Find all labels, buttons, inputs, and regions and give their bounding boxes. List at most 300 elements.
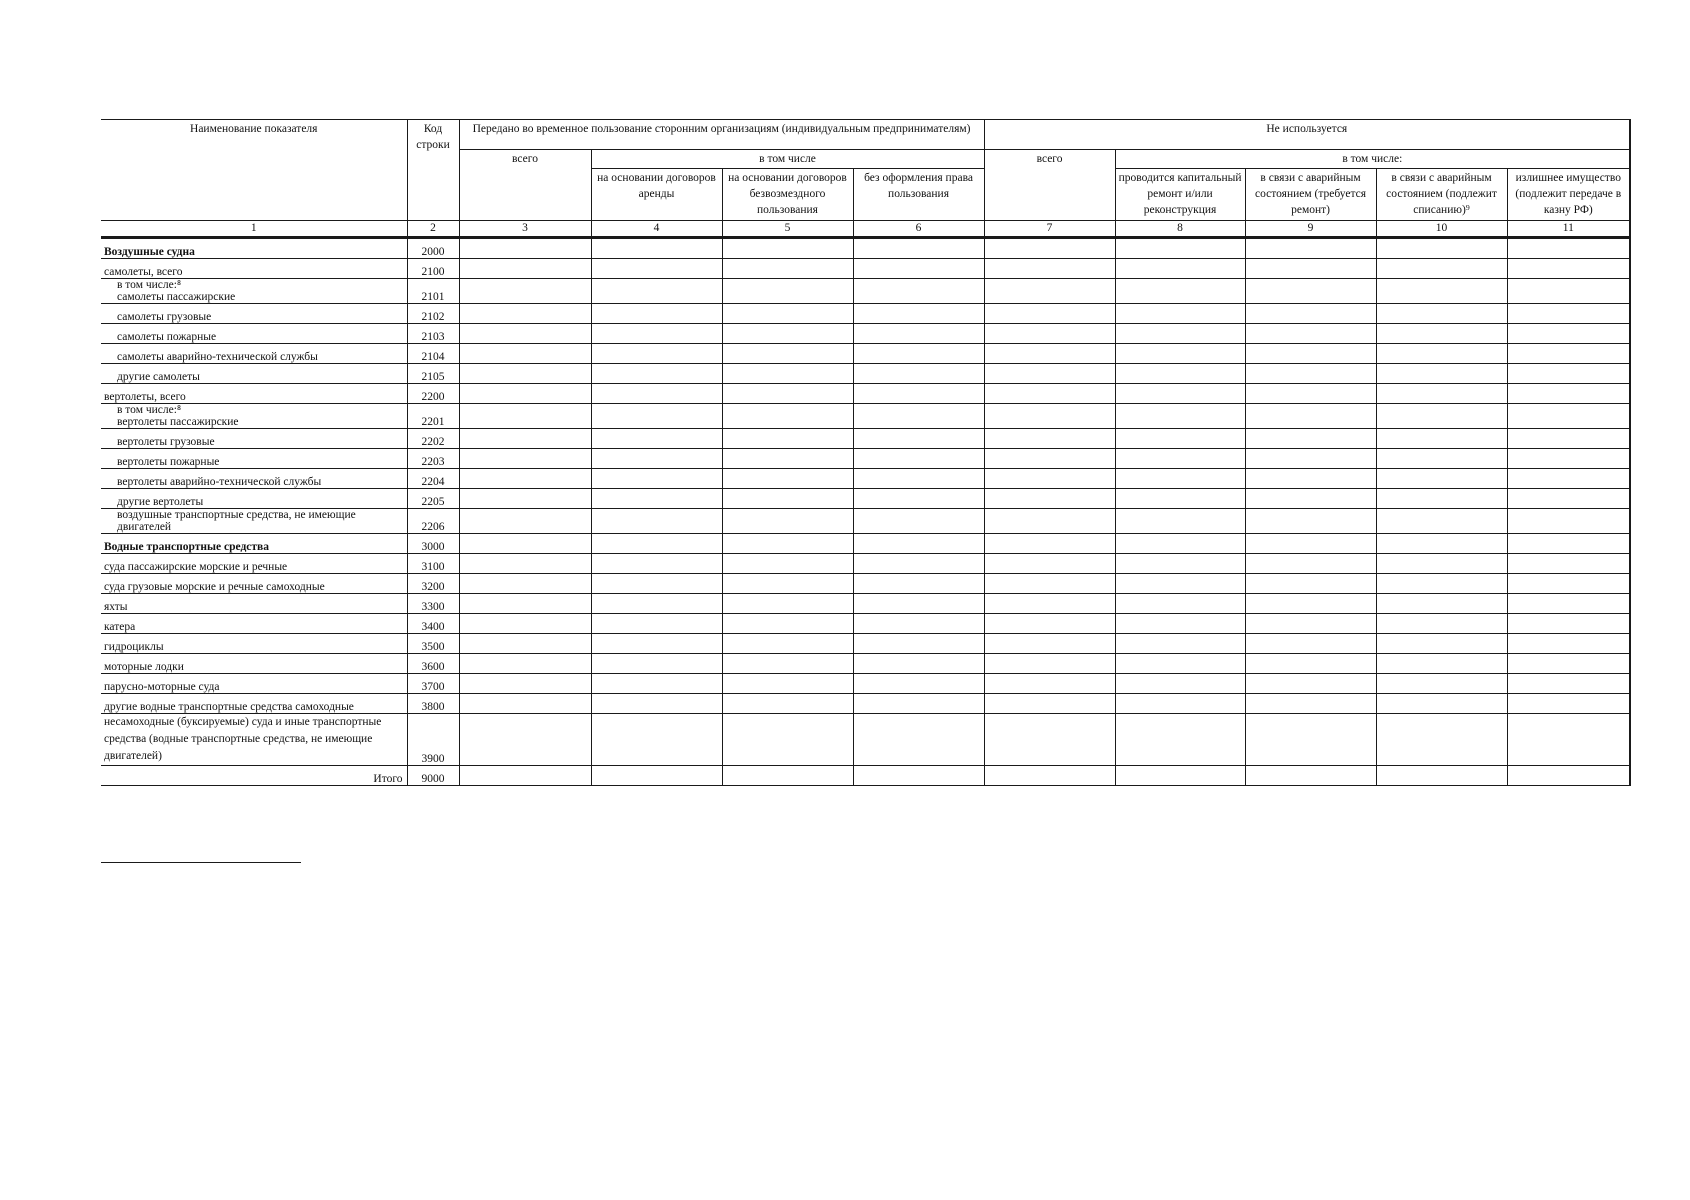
value-cell[interactable] (853, 574, 984, 594)
value-cell[interactable] (1376, 714, 1507, 766)
value-cell[interactable] (591, 404, 722, 429)
value-cell[interactable] (1115, 614, 1245, 634)
value-cell[interactable] (1115, 654, 1245, 674)
value-cell[interactable] (853, 654, 984, 674)
table-row (101, 654, 1630, 674)
row-label: катера (101, 614, 407, 634)
value-cell[interactable] (1376, 509, 1507, 534)
value-cell[interactable] (984, 279, 1115, 304)
value-cell[interactable] (984, 364, 1115, 384)
row-label: Воздушные судна (101, 238, 407, 259)
value-cell[interactable] (1507, 509, 1630, 534)
value-cell[interactable] (1245, 554, 1376, 574)
value-cell[interactable] (1507, 634, 1630, 654)
value-cell[interactable] (591, 534, 722, 554)
value-cell[interactable] (1245, 634, 1376, 654)
value-cell[interactable] (1376, 364, 1507, 384)
row-code: 2100 (407, 259, 459, 279)
value-cell[interactable] (722, 694, 853, 714)
value-cell[interactable] (984, 554, 1115, 574)
value-cell[interactable] (1245, 594, 1376, 614)
value-cell[interactable] (1507, 614, 1630, 634)
value-cell[interactable] (984, 594, 1115, 614)
value-cell[interactable] (1115, 279, 1245, 304)
row-code: 3000 (407, 534, 459, 554)
value-cell[interactable] (722, 279, 853, 304)
value-cell[interactable] (853, 694, 984, 714)
value-cell[interactable] (1507, 324, 1630, 344)
value-cell[interactable] (1376, 384, 1507, 404)
value-cell[interactable] (1245, 449, 1376, 469)
value-cell[interactable] (984, 766, 1115, 786)
value-cell[interactable] (984, 259, 1115, 279)
column-number: 2 (407, 221, 459, 238)
value-cell[interactable] (591, 674, 722, 694)
row-code: 2105 (407, 364, 459, 384)
value-cell[interactable] (853, 634, 984, 654)
row-label: вертолеты аварийно-технической службы (101, 469, 407, 489)
value-cell[interactable] (1115, 449, 1245, 469)
value-cell[interactable] (1376, 634, 1507, 654)
value-cell[interactable] (459, 304, 591, 324)
value-cell[interactable] (459, 344, 591, 364)
value-cell[interactable] (984, 509, 1115, 534)
value-cell[interactable] (459, 766, 591, 786)
value-cell[interactable] (1245, 509, 1376, 534)
column-number: 9 (1245, 221, 1376, 238)
table-row (101, 766, 1630, 786)
value-cell[interactable] (591, 449, 722, 469)
value-cell[interactable] (1115, 509, 1245, 534)
value-cell[interactable] (1245, 766, 1376, 786)
row-code: 2103 (407, 324, 459, 344)
form-table (101, 119, 1631, 786)
value-cell[interactable] (1376, 279, 1507, 304)
value-cell[interactable] (984, 574, 1115, 594)
value-cell[interactable] (722, 614, 853, 634)
value-cell[interactable] (459, 634, 591, 654)
value-cell[interactable] (722, 594, 853, 614)
value-cell[interactable] (1376, 654, 1507, 674)
row-label: другие водные транспортные средства самоходные (101, 694, 407, 714)
value-cell[interactable] (984, 344, 1115, 364)
value-cell[interactable] (591, 364, 722, 384)
value-cell[interactable] (1115, 259, 1245, 279)
value-cell[interactable] (1115, 404, 1245, 429)
value-cell[interactable] (984, 304, 1115, 324)
value-cell[interactable] (1115, 594, 1245, 614)
value-cell[interactable] (459, 574, 591, 594)
value-cell[interactable] (722, 574, 853, 594)
row-label: суда грузовые морские и речные самоходные (101, 574, 407, 594)
value-cell[interactable] (1115, 574, 1245, 594)
value-cell[interactable] (1245, 574, 1376, 594)
value-cell[interactable] (722, 509, 853, 534)
value-cell[interactable] (459, 509, 591, 534)
value-cell[interactable] (459, 238, 591, 259)
table-row (101, 534, 1630, 554)
table-row (101, 554, 1630, 574)
footnote-separator (101, 862, 301, 863)
value-cell[interactable] (853, 404, 984, 429)
value-cell[interactable] (853, 594, 984, 614)
value-cell[interactable] (722, 469, 853, 489)
value-cell[interactable] (1245, 364, 1376, 384)
value-cell[interactable] (1376, 534, 1507, 554)
value-cell[interactable] (1245, 429, 1376, 449)
row-code: 3500 (407, 634, 459, 654)
value-cell[interactable] (984, 384, 1115, 404)
value-cell[interactable] (984, 489, 1115, 509)
value-cell[interactable] (1507, 429, 1630, 449)
value-cell[interactable] (722, 404, 853, 429)
value-cell[interactable] (591, 304, 722, 324)
value-cell[interactable] (853, 364, 984, 384)
table-row (101, 614, 1630, 634)
value-cell[interactable] (591, 384, 722, 404)
table-row (101, 429, 1630, 449)
value-cell[interactable] (1507, 489, 1630, 509)
row-code: 2101 (407, 279, 459, 304)
value-cell[interactable] (1507, 766, 1630, 786)
value-cell[interactable] (591, 469, 722, 489)
column-number: 8 (1115, 221, 1245, 238)
value-cell[interactable] (722, 304, 853, 324)
value-cell[interactable] (1376, 449, 1507, 469)
value-cell[interactable] (984, 429, 1115, 449)
value-cell[interactable] (1507, 384, 1630, 404)
value-cell[interactable] (459, 384, 591, 404)
value-cell[interactable] (853, 259, 984, 279)
table-row (101, 509, 1630, 534)
value-cell[interactable] (1245, 238, 1376, 259)
value-cell[interactable] (984, 674, 1115, 694)
value-cell[interactable] (1115, 304, 1245, 324)
value-cell[interactable] (459, 554, 591, 574)
table-row (101, 574, 1630, 594)
value-cell[interactable] (853, 449, 984, 469)
row-label: другие самолеты (101, 364, 407, 384)
value-cell[interactable] (722, 489, 853, 509)
value-cell[interactable] (1245, 534, 1376, 554)
value-cell[interactable] (591, 324, 722, 344)
value-cell[interactable] (1376, 238, 1507, 259)
value-cell[interactable] (722, 324, 853, 344)
value-cell[interactable] (1376, 614, 1507, 634)
value-cell[interactable] (1376, 304, 1507, 324)
value-cell[interactable] (1507, 594, 1630, 614)
value-cell[interactable] (722, 554, 853, 574)
value-cell[interactable] (459, 449, 591, 469)
value-cell[interactable] (1115, 766, 1245, 786)
value-cell[interactable] (1245, 404, 1376, 429)
value-cell[interactable] (853, 674, 984, 694)
table-row (101, 344, 1630, 364)
value-cell[interactable] (853, 534, 984, 554)
value-cell[interactable] (722, 384, 853, 404)
value-cell[interactable] (722, 634, 853, 654)
table-row (101, 674, 1630, 694)
value-cell[interactable] (722, 714, 853, 766)
value-cell[interactable] (591, 714, 722, 766)
value-cell[interactable] (1245, 324, 1376, 344)
value-cell[interactable] (459, 674, 591, 694)
row-label: вертолеты грузовые (101, 429, 407, 449)
value-cell[interactable] (1507, 469, 1630, 489)
value-cell[interactable] (1507, 404, 1630, 429)
value-cell[interactable] (722, 238, 853, 259)
value-cell[interactable] (1507, 304, 1630, 324)
value-cell[interactable] (1376, 469, 1507, 489)
value-cell[interactable] (459, 469, 591, 489)
value-cell[interactable] (1245, 344, 1376, 364)
row-label: моторные лодки (101, 654, 407, 674)
value-cell[interactable] (984, 449, 1115, 469)
row-label-line: самолеты пассажирские (117, 291, 236, 303)
row-code: 2202 (407, 429, 459, 449)
value-cell[interactable] (722, 534, 853, 554)
row-code: 2000 (407, 238, 459, 259)
value-cell[interactable] (984, 654, 1115, 674)
value-cell[interactable] (853, 429, 984, 449)
row-label: Водные транспортные средства (101, 534, 407, 554)
value-cell[interactable] (591, 554, 722, 574)
value-cell[interactable] (1115, 344, 1245, 364)
value-cell[interactable] (591, 634, 722, 654)
value-cell[interactable] (459, 259, 591, 279)
table-row (101, 384, 1630, 404)
value-cell[interactable] (853, 614, 984, 634)
value-cell[interactable] (1507, 449, 1630, 469)
value-cell[interactable] (1115, 324, 1245, 344)
value-cell[interactable] (722, 654, 853, 674)
value-cell[interactable] (1507, 674, 1630, 694)
value-cell[interactable] (1245, 694, 1376, 714)
indicator-name-header: Наименование показателя (101, 120, 407, 221)
table-row (101, 304, 1630, 324)
value-cell[interactable] (1507, 364, 1630, 384)
table-row (101, 279, 1630, 304)
value-cell[interactable] (1245, 674, 1376, 694)
value-cell[interactable] (722, 429, 853, 449)
value-cell[interactable] (853, 304, 984, 324)
table-row (101, 714, 1630, 766)
value-cell[interactable] (1115, 489, 1245, 509)
column-number: 11 (1507, 221, 1630, 238)
value-cell[interactable] (1507, 554, 1630, 574)
value-cell[interactable] (984, 469, 1115, 489)
value-cell[interactable] (1376, 489, 1507, 509)
value-cell[interactable] (459, 404, 591, 429)
value-cell[interactable] (459, 694, 591, 714)
not-used-including-header: в том числе: (1115, 150, 1630, 169)
value-cell[interactable] (1507, 654, 1630, 674)
value-cell[interactable] (853, 509, 984, 534)
value-cell[interactable] (1376, 404, 1507, 429)
column-number-row (101, 221, 1630, 238)
row-code: 9000 (407, 766, 459, 786)
value-cell[interactable] (1115, 674, 1245, 694)
value-cell[interactable] (1376, 429, 1507, 449)
value-cell[interactable] (591, 489, 722, 509)
value-cell[interactable] (1115, 238, 1245, 259)
row-code: 3600 (407, 654, 459, 674)
value-cell[interactable] (591, 766, 722, 786)
value-cell[interactable] (459, 534, 591, 554)
table-row (101, 238, 1630, 259)
column-number: 3 (459, 221, 591, 238)
value-cell[interactable] (984, 714, 1115, 766)
value-cell[interactable] (853, 714, 984, 766)
not-used-total-header: всего (984, 150, 1115, 221)
value-cell[interactable] (722, 259, 853, 279)
value-cell[interactable] (459, 324, 591, 344)
value-cell[interactable] (1245, 279, 1376, 304)
table-row (101, 449, 1630, 469)
value-cell[interactable] (1507, 534, 1630, 554)
value-cell[interactable] (1115, 469, 1245, 489)
value-cell[interactable] (1376, 574, 1507, 594)
value-cell[interactable] (853, 384, 984, 404)
column-number: 4 (591, 221, 722, 238)
value-cell[interactable] (722, 674, 853, 694)
row-code: 3100 (407, 554, 459, 574)
row-label: вертолеты пожарные (101, 449, 407, 469)
row-code: 2204 (407, 469, 459, 489)
value-cell[interactable] (1376, 344, 1507, 364)
value-cell[interactable] (591, 429, 722, 449)
value-cell[interactable] (984, 614, 1115, 634)
row-label (101, 509, 407, 534)
value-cell[interactable] (722, 344, 853, 364)
value-cell[interactable] (591, 594, 722, 614)
value-cell[interactable] (591, 614, 722, 634)
value-cell[interactable] (459, 429, 591, 449)
not-used-header: Не используется (984, 120, 1630, 150)
value-cell[interactable] (1507, 694, 1630, 714)
value-cell[interactable] (459, 654, 591, 674)
value-cell[interactable] (853, 344, 984, 364)
value-cell[interactable] (459, 279, 591, 304)
value-cell[interactable] (853, 279, 984, 304)
value-cell[interactable] (1115, 554, 1245, 574)
value-cell[interactable] (1115, 634, 1245, 654)
value-cell[interactable] (459, 594, 591, 614)
value-cell[interactable] (1245, 489, 1376, 509)
value-cell[interactable] (984, 238, 1115, 259)
value-cell[interactable] (1376, 554, 1507, 574)
column-number: 5 (722, 221, 853, 238)
value-cell[interactable] (984, 634, 1115, 654)
value-cell[interactable] (1115, 714, 1245, 766)
transferred-header: Передано во временное пользование сторонним организациям (индивидуальным предпринимателям) (459, 120, 984, 150)
value-cell[interactable] (591, 509, 722, 534)
value-cell[interactable] (722, 449, 853, 469)
value-cell[interactable] (459, 614, 591, 634)
row-label: другие вертолеты (101, 489, 407, 509)
value-cell[interactable] (1376, 594, 1507, 614)
value-cell[interactable] (1376, 324, 1507, 344)
value-cell[interactable] (459, 489, 591, 509)
value-cell[interactable] (591, 654, 722, 674)
value-cell[interactable] (591, 238, 722, 259)
table-row (101, 404, 1630, 429)
column-number: 1 (101, 221, 407, 238)
value-cell[interactable] (853, 554, 984, 574)
value-cell[interactable] (1376, 694, 1507, 714)
value-cell[interactable] (591, 574, 722, 594)
value-cell[interactable] (1507, 574, 1630, 594)
value-cell[interactable] (1507, 714, 1630, 766)
value-cell[interactable] (984, 324, 1115, 344)
value-cell[interactable] (853, 489, 984, 509)
row-label-line: в том числе:⁸ (117, 404, 181, 416)
col5-header: на основании договоров безвозмездного пользования (722, 169, 853, 221)
value-cell[interactable] (1245, 259, 1376, 279)
value-cell[interactable] (1115, 384, 1245, 404)
value-cell[interactable] (1376, 766, 1507, 786)
row-label: самолеты, всего (101, 259, 407, 279)
value-cell[interactable] (853, 766, 984, 786)
value-cell[interactable] (591, 259, 722, 279)
value-cell[interactable] (591, 344, 722, 364)
value-cell[interactable] (1376, 259, 1507, 279)
row-code: 3800 (407, 694, 459, 714)
row-label-line: в том числе:⁸ (117, 279, 181, 291)
row-code: 2206 (407, 509, 459, 534)
value-cell[interactable] (853, 469, 984, 489)
value-cell[interactable] (591, 694, 722, 714)
value-cell[interactable] (1115, 429, 1245, 449)
row-code: 3300 (407, 594, 459, 614)
value-cell[interactable] (591, 279, 722, 304)
col10-header: в связи с аварийным состоянием (подлежит списанию)⁹ (1376, 169, 1507, 221)
column-number: 7 (984, 221, 1115, 238)
value-cell[interactable] (1507, 238, 1630, 259)
value-cell[interactable] (1245, 654, 1376, 674)
row-code: 3700 (407, 674, 459, 694)
value-cell[interactable] (1245, 469, 1376, 489)
value-cell[interactable] (1507, 344, 1630, 364)
value-cell[interactable] (853, 238, 984, 259)
value-cell[interactable] (984, 694, 1115, 714)
value-cell[interactable] (459, 364, 591, 384)
value-cell[interactable] (1115, 534, 1245, 554)
value-cell[interactable] (1115, 694, 1245, 714)
row-label: суда пассажирские морские и речные (101, 554, 407, 574)
row-label: несамоходные (буксируемые) суда и иные транспортные средства (водные транспортные средства, не имеющие двигателей) (101, 714, 407, 766)
value-cell[interactable] (984, 534, 1115, 554)
value-cell[interactable] (984, 404, 1115, 429)
row-code: 3900 (407, 714, 459, 766)
value-cell[interactable] (722, 766, 853, 786)
value-cell[interactable] (1507, 279, 1630, 304)
row-code: 3200 (407, 574, 459, 594)
value-cell[interactable] (853, 324, 984, 344)
value-cell[interactable] (1245, 384, 1376, 404)
value-cell[interactable] (1376, 674, 1507, 694)
col9-header: в связи с аварийным состоянием (требуется ремонт) (1245, 169, 1376, 221)
table-row (101, 324, 1630, 344)
value-cell[interactable] (722, 364, 853, 384)
col4-header: на основании договоров аренды (591, 169, 722, 221)
value-cell[interactable] (1245, 304, 1376, 324)
value-cell[interactable] (459, 714, 591, 766)
value-cell[interactable] (1245, 714, 1376, 766)
value-cell[interactable] (1507, 259, 1630, 279)
value-cell[interactable] (1115, 364, 1245, 384)
value-cell[interactable] (1245, 614, 1376, 634)
